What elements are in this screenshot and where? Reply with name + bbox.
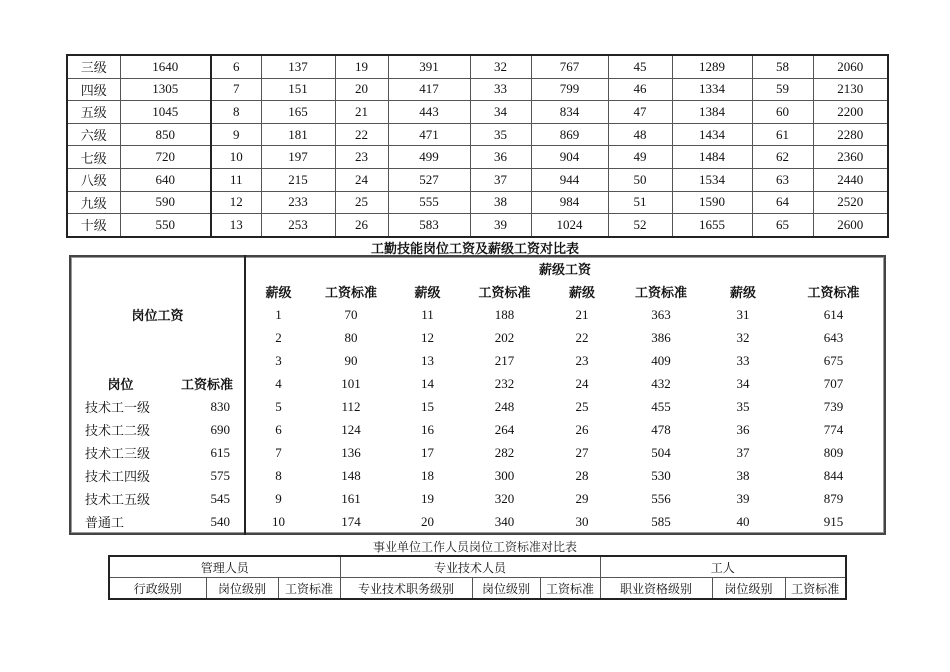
grade-cell: 20 — [421, 513, 435, 529]
table-row — [67, 168, 888, 191]
table-cell: 550 — [120, 214, 211, 237]
grade-cell: 38 — [736, 467, 750, 483]
grade-subheader: 工资标准 — [807, 285, 860, 300]
position-name: 技术工五级 — [85, 492, 151, 507]
grade-cell: 217 — [494, 352, 515, 368]
table-row — [70, 418, 885, 441]
table-cell: 417 — [388, 78, 470, 101]
grade-cell: 915 — [823, 513, 844, 529]
grade-cell: 30 — [575, 513, 589, 529]
table-cell: 60 — [752, 101, 813, 124]
grade-cell: 22 — [575, 329, 589, 345]
table-cell: 38 — [470, 191, 531, 214]
table-cell: 7 — [211, 78, 261, 101]
table-cell: 1484 — [672, 146, 752, 169]
column-header: 工资标准 — [540, 578, 600, 600]
grade-cell: 556 — [651, 490, 671, 506]
grade-cell: 148 — [341, 467, 361, 483]
grade-subheader: 薪级 — [730, 285, 757, 300]
grade-cell: 675 — [823, 352, 844, 368]
grade-cell: 18 — [421, 467, 435, 483]
grade-cell: 23 — [575, 352, 589, 368]
grade-cell: 6 — [275, 421, 282, 437]
table-cell: 八级 — [67, 168, 120, 191]
table-cell: 869 — [531, 123, 608, 146]
table-cell: 1024 — [531, 214, 608, 237]
table-cell: 583 — [388, 214, 470, 237]
table-cell: 35 — [470, 123, 531, 146]
grade-subheader: 薪级 — [265, 285, 292, 300]
table-row — [67, 146, 888, 169]
position-wage: 575 — [170, 464, 245, 487]
grade-subheader: 工资标准 — [478, 285, 531, 300]
table-cell: 590 — [120, 191, 211, 214]
table-cell: 46 — [608, 78, 672, 101]
table-cell: 834 — [531, 101, 608, 124]
grade-cell: 11 — [421, 306, 434, 322]
table-row — [67, 214, 888, 237]
column-header: 工资标准 — [785, 578, 846, 600]
grade-cell: 28 — [575, 467, 589, 483]
grade-cell: 9 — [275, 490, 282, 506]
grade-cell: 432 — [651, 375, 671, 391]
table-cell: 1305 — [120, 78, 211, 101]
table-cell: 767 — [531, 55, 608, 78]
column-header: 行政级别 — [109, 578, 206, 600]
table-cell: 19 — [335, 55, 388, 78]
grade-cell: 282 — [494, 444, 515, 460]
worker-wage-comparison-table — [69, 255, 886, 535]
table-cell: 137 — [261, 55, 335, 78]
grade-cell: 39 — [736, 490, 750, 506]
table-cell: 51 — [608, 191, 672, 214]
table-cell: 8 — [211, 101, 261, 124]
table-cell: 62 — [752, 146, 813, 169]
grade-cell: 16 — [421, 421, 435, 437]
table-cell: 四级 — [67, 78, 120, 101]
table-cell: 9 — [211, 123, 261, 146]
post-wage-label: 岗位工资 — [70, 256, 245, 372]
position-wage: 690 — [170, 418, 245, 441]
grade-cell: 40 — [736, 513, 750, 529]
grade-cell: 174 — [341, 513, 361, 529]
column-header: 工资标准 — [278, 578, 340, 600]
table-cell: 253 — [261, 214, 335, 237]
grade-cell: 34 — [736, 375, 750, 391]
column-header: 岗位级别 — [712, 578, 785, 600]
table-row — [70, 441, 885, 464]
grade-cell: 300 — [494, 467, 515, 483]
grade-subheader: 工资标准 — [325, 285, 378, 300]
grade-cell: 13 — [421, 352, 435, 368]
table-cell: 64 — [752, 191, 813, 214]
grade-cell: 2 — [275, 329, 282, 345]
table-cell: 2200 — [813, 101, 888, 124]
table-cell: 1655 — [672, 214, 752, 237]
table-cell: 1384 — [672, 101, 752, 124]
salary-grade-label: 薪级工资 — [539, 262, 592, 277]
table-row — [67, 78, 888, 101]
table-row — [70, 510, 885, 534]
grade-cell: 386 — [651, 329, 671, 345]
grade-cell: 35 — [736, 398, 750, 414]
column-header: 岗位级别 — [206, 578, 278, 600]
table-cell: 471 — [388, 123, 470, 146]
table-cell: 1289 — [672, 55, 752, 78]
grade-subheader: 薪级 — [414, 285, 441, 300]
table-cell: 24 — [335, 168, 388, 191]
grade-cell: 15 — [421, 398, 435, 414]
table-cell: 26 — [335, 214, 388, 237]
table-cell: 181 — [261, 123, 335, 146]
position-wage: 615 — [170, 441, 245, 464]
table-cell: 197 — [261, 146, 335, 169]
grade-cell: 614 — [823, 306, 844, 322]
post-standard-header: 工资标准 — [170, 372, 245, 395]
table-cell: 499 — [388, 146, 470, 169]
table-cell: 11 — [211, 168, 261, 191]
table-cell: 59 — [752, 78, 813, 101]
group-management: 管理人员 — [109, 556, 340, 578]
grade-cell: 320 — [494, 490, 515, 506]
table-cell: 944 — [531, 168, 608, 191]
grade-cell: 739 — [823, 398, 844, 414]
table-row — [67, 101, 888, 124]
table3-title: 事业单位工作人员岗位工资标准对比表 — [372, 540, 577, 554]
table-cell: 48 — [608, 123, 672, 146]
grade-cell: 101 — [341, 375, 361, 391]
grade-cell: 774 — [823, 421, 844, 437]
grade-cell: 202 — [494, 329, 515, 345]
staff-post-wage-comparison-table — [108, 555, 847, 600]
table-cell: 527 — [388, 168, 470, 191]
table-cell: 165 — [261, 101, 335, 124]
grade-cell: 232 — [494, 375, 515, 391]
grade-cell: 707 — [823, 375, 844, 391]
table-cell: 2600 — [813, 214, 888, 237]
table-cell: 七级 — [67, 146, 120, 169]
position-name: 技术工二级 — [85, 423, 151, 438]
table-cell: 391 — [388, 55, 470, 78]
column-header: 专业技术职务级别 — [340, 578, 472, 600]
table-cell: 151 — [261, 78, 335, 101]
position-wage: 540 — [170, 510, 245, 534]
table-cell: 1534 — [672, 168, 752, 191]
table-cell: 52 — [608, 214, 672, 237]
grade-cell: 844 — [823, 467, 844, 483]
grade-cell: 161 — [341, 490, 361, 506]
grade-cell: 478 — [651, 421, 671, 437]
table-cell: 33 — [470, 78, 531, 101]
table-cell: 12 — [211, 191, 261, 214]
table-cell: 2360 — [813, 146, 888, 169]
table-cell: 25 — [335, 191, 388, 214]
grade-cell: 80 — [344, 329, 358, 345]
position-name: 技术工一级 — [85, 400, 151, 415]
grade-cell: 340 — [494, 513, 515, 529]
position-name: 技术工四级 — [85, 469, 151, 484]
table-cell: 233 — [261, 191, 335, 214]
table-row — [70, 487, 885, 510]
post-header: 岗位 — [107, 377, 134, 392]
table-cell: 23 — [335, 146, 388, 169]
group-professional: 专业技术人员 — [340, 556, 600, 578]
salary-grade-table-continued — [66, 54, 889, 238]
table-cell: 21 — [335, 101, 388, 124]
grade-cell: 124 — [341, 421, 361, 437]
grade-cell: 4 — [275, 375, 282, 391]
table-cell: 6 — [211, 55, 261, 78]
column-header: 职业资格级别 — [600, 578, 712, 600]
position-name: 技术工三级 — [85, 446, 151, 461]
table-cell: 640 — [120, 168, 211, 191]
table-cell: 三级 — [67, 55, 120, 78]
grade-subheader: 薪级 — [569, 285, 596, 300]
table-cell: 1434 — [672, 123, 752, 146]
position-wage: 830 — [170, 395, 245, 418]
grade-cell: 10 — [272, 513, 286, 529]
grade-cell: 29 — [575, 490, 589, 506]
grade-subheader: 工资标准 — [635, 285, 688, 300]
column-header: 岗位级别 — [472, 578, 540, 600]
table-cell: 32 — [470, 55, 531, 78]
table-row — [70, 395, 885, 418]
table-cell: 49 — [608, 146, 672, 169]
table-cell: 799 — [531, 78, 608, 101]
table-cell: 2280 — [813, 123, 888, 146]
table-cell: 34 — [470, 101, 531, 124]
grade-cell: 26 — [575, 421, 589, 437]
grade-cell: 188 — [494, 306, 515, 322]
grade-cell: 643 — [823, 329, 844, 345]
grade-cell: 879 — [823, 490, 844, 506]
grade-cell: 8 — [275, 467, 282, 483]
grade-cell: 33 — [736, 352, 750, 368]
grade-cell: 14 — [421, 375, 435, 391]
table-cell: 20 — [335, 78, 388, 101]
table-cell: 六级 — [67, 123, 120, 146]
table-cell: 36 — [470, 146, 531, 169]
table-cell: 五级 — [67, 101, 120, 124]
table-cell: 443 — [388, 101, 470, 124]
grade-cell: 3 — [275, 352, 282, 368]
grade-cell: 809 — [823, 444, 844, 460]
grade-cell: 32 — [736, 329, 750, 345]
group-workers: 工人 — [600, 556, 846, 578]
table-cell: 904 — [531, 146, 608, 169]
table-cell: 58 — [752, 55, 813, 78]
table-cell: 1334 — [672, 78, 752, 101]
grade-cell: 17 — [421, 444, 435, 460]
table-row — [67, 123, 888, 146]
grade-cell: 409 — [651, 352, 671, 368]
grade-cell: 31 — [736, 306, 750, 322]
table-cell: 2520 — [813, 191, 888, 214]
grade-cell: 7 — [275, 444, 282, 460]
table-cell: 2440 — [813, 168, 888, 191]
grade-cell: 70 — [344, 306, 358, 322]
position-name: 普通工 — [85, 515, 125, 530]
table-cell: 1640 — [120, 55, 211, 78]
table-cell: 63 — [752, 168, 813, 191]
table-cell: 10 — [211, 146, 261, 169]
table-row — [70, 464, 885, 487]
table-cell: 39 — [470, 214, 531, 237]
table-cell: 1590 — [672, 191, 752, 214]
grade-cell: 585 — [651, 513, 671, 529]
table-cell: 13 — [211, 214, 261, 237]
grade-cell: 36 — [736, 421, 750, 437]
table-cell: 十级 — [67, 214, 120, 237]
grade-cell: 24 — [575, 375, 589, 391]
grade-cell: 12 — [421, 329, 435, 345]
table-cell: 984 — [531, 191, 608, 214]
table-cell: 65 — [752, 214, 813, 237]
grade-cell: 264 — [494, 421, 515, 437]
table-row — [67, 191, 888, 214]
table-cell: 37 — [470, 168, 531, 191]
table-cell: 555 — [388, 191, 470, 214]
grade-cell: 5 — [275, 398, 282, 414]
table-cell: 50 — [608, 168, 672, 191]
table-cell: 215 — [261, 168, 335, 191]
table-cell: 850 — [120, 123, 211, 146]
table-row — [70, 372, 885, 395]
grade-cell: 1 — [275, 306, 282, 322]
table-cell: 720 — [120, 146, 211, 169]
grade-cell: 504 — [651, 444, 671, 460]
table-cell: 1045 — [120, 101, 211, 124]
position-wage: 545 — [170, 487, 245, 510]
grade-cell: 455 — [651, 398, 671, 414]
table-cell: 22 — [335, 123, 388, 146]
table-cell: 61 — [752, 123, 813, 146]
table-row — [67, 55, 888, 78]
table-cell: 2130 — [813, 78, 888, 101]
grade-cell: 37 — [736, 444, 750, 460]
table-cell: 45 — [608, 55, 672, 78]
table-cell: 47 — [608, 101, 672, 124]
grade-cell: 363 — [651, 306, 671, 322]
grade-cell: 25 — [575, 398, 589, 414]
table-cell: 九级 — [67, 191, 120, 214]
table-cell: 2060 — [813, 55, 888, 78]
grade-cell: 90 — [344, 352, 358, 368]
grade-cell: 530 — [651, 467, 671, 483]
grade-cell: 112 — [341, 398, 361, 414]
grade-cell: 136 — [341, 444, 361, 460]
grade-cell: 248 — [494, 398, 515, 414]
grade-cell: 21 — [575, 306, 589, 322]
grade-cell: 19 — [421, 490, 435, 506]
grade-cell: 27 — [575, 444, 589, 460]
table2-title: 工勤技能岗位工资及薪级工资对比表 — [370, 241, 579, 256]
